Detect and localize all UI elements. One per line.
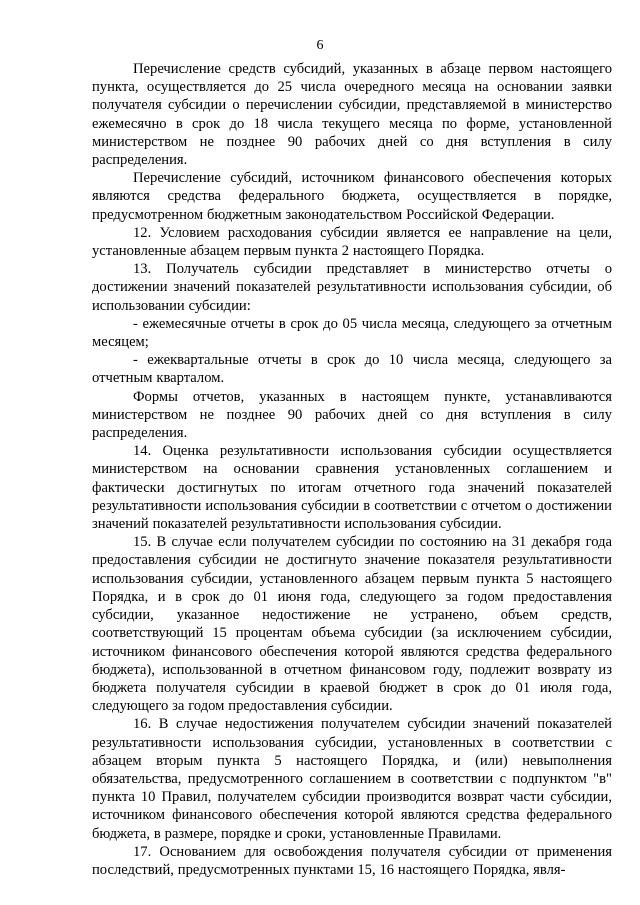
page-number: 6 xyxy=(316,38,324,53)
document-body xyxy=(92,60,612,879)
paragraph-item-14: 14. Оценка результативности использования субсидии осуществляется министерством на основании сравнения установленных соглашением и фактически достигнутых по итогам отчетного года значений показателей результативности использования субсидии в соответствии с отчетом о достижении значений показателей результативности использования субсидии. xyxy=(92,443,612,533)
paragraph-item-12: 12. Условием расходования субсидии является ее направление на цели, установленные абзацем первым пункта 2 настоящего Порядка. xyxy=(92,224,612,260)
list-item-monthly-reports: - ежемесячные отчеты в срок до 05 числа месяца, следующего за отчетным месяцем; xyxy=(92,315,612,351)
paragraph-federal-funds-transfer: Перечисление субсидий, источником финансового обеспечения которых являются средства федерального бюджета, осуществляется в порядке, предусмотренном бюджетным законодательством Российской Федерации. xyxy=(92,170,612,223)
paragraph-item-17: 17. Основанием для освобождения получателя субсидии от применения последствий, предусмотренных пунктами 15, 16 настоящего Порядка, явля- xyxy=(92,843,612,878)
list-item-quarterly-reports: - ежеквартальные отчеты в срок до 10 числа месяца, следующего за отчетным кварталом. xyxy=(92,352,612,387)
paragraph-item-15: 15. В случае если получателем субсидии по состоянию на 31 декабря года предоставления субсидии не достигнуто значение показателя результативности использования субсидии, установленного абзацем первым пункта 5 настоящего Порядка, и в срок до 01 июня года, следующего за годом предоставления субсидии, указанное недостижение не устранено, объем средств, соответствующий 15 процентам объема субсидии (за исключением субсидии, источником финансового обеспечения которой являются средства федерального бюджета), использованной в отчетном финансовом году, подлежит возврату из бюджета получателя субсидии в краевой бюджет в срок до 01 июля года, следующего за годом предоставления субсидии. xyxy=(92,534,612,715)
paragraph-subsidy-transfer: Перечисление средств субсидий, указанных в абзаце первом настоящего пункта, осуществляется до 25 числа очередного месяца на основании заявки получателя субсидии о перечислении субсидии, представляемой в министерство ежемесячно в срок до 18 числа текущего месяца по форме, установленной министерством не позднее 90 рабочих дней со дня вступления в силу распределения. xyxy=(92,61,612,169)
paragraph-item-13: 13. Получатель субсидии представляет в министерство отчеты о достижении значений показателей результативности использования субсидии, об использовании субсидии: xyxy=(92,261,612,314)
paragraph-report-forms: Формы отчетов, указанных в настоящем пункте, устанавливаются министерством не позднее 90 рабочих дней со дня вступления в силу распределения. xyxy=(92,388,612,442)
paragraph-item-16: 16. В случае недостижения получателем субсидии значений показателей результативности использования субсидии, установленных в соответствии с абзацем вторым пункта 5 настоящего Порядка, и (или) невыполнения обязательства, предусмотренного соглашением в соответствии с подпунктом "в" пункта 10 Правил, получателем субсидии производится возврат части субсидии, источником финансового обеспечения которой являются средства федерального бюджета, в размере, порядке и сроки, установленные Правилами. xyxy=(92,716,612,842)
